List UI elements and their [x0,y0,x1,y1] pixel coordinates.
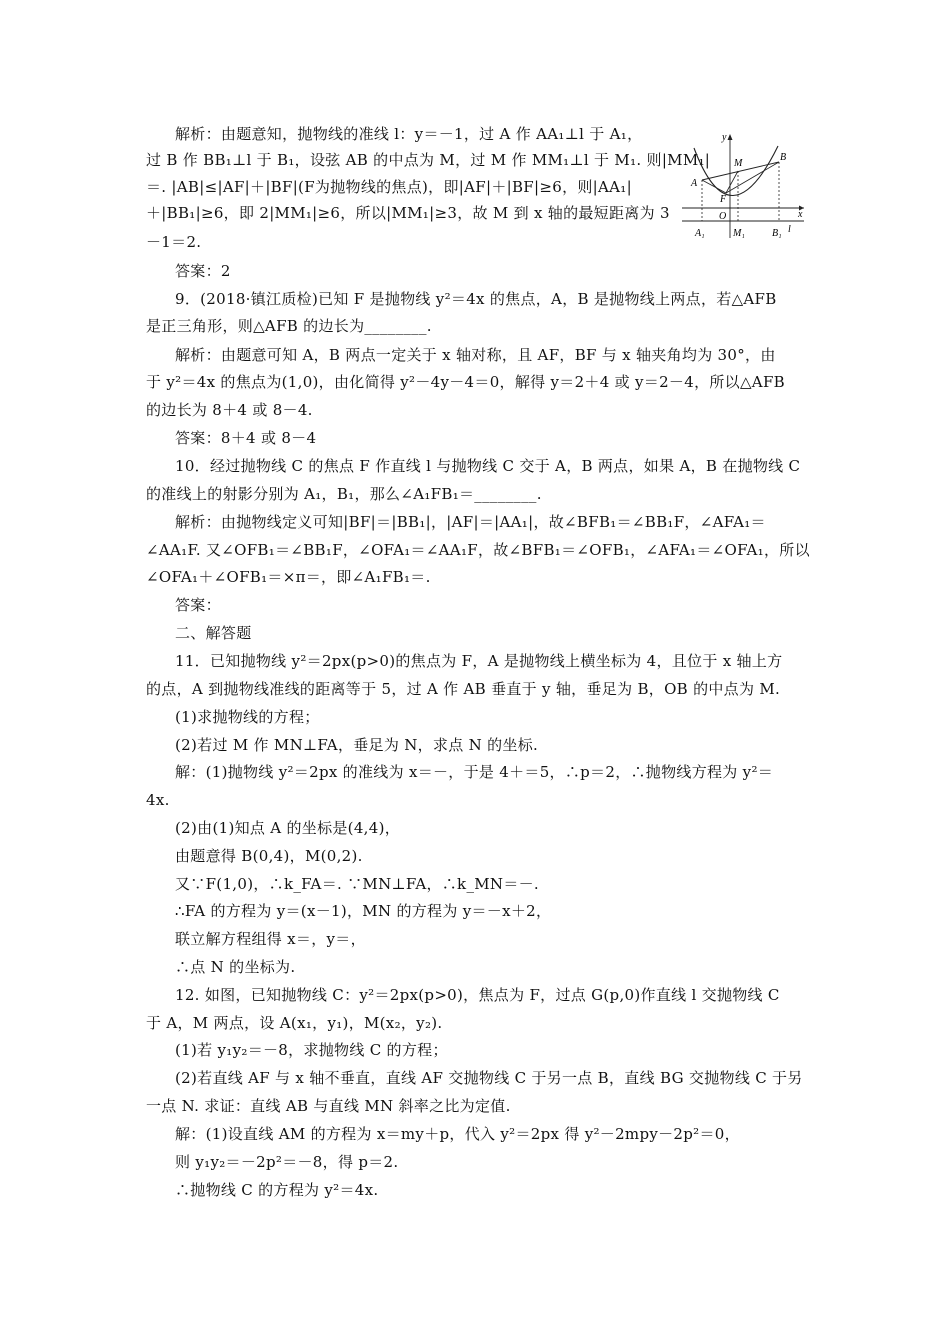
text-line: (2)若过 M 作 MN⊥FA，垂足为 N，求点 N 的坐标. [175,736,539,754]
text-line: 的点，A 到抛物线准线的距离等于 5，过 A 作 AB 垂直于 y 轴，垂足为 B，OB 的中点为 M. [146,680,781,698]
text-line: ∴抛物线 C 的方程为 y²＝4x. [175,1181,379,1199]
text-line: 解：(1)抛物线 y²＝2px 的准线为 x＝－，于是 4＋＝5，∴p＝2，∴抛物线方程为 y²＝ [175,763,774,781]
text-line: ∠OFA₁＋∠OFB₁＝×π＝，即∠A₁FB₁＝. [146,568,431,586]
text-line: 解析：由题意知，抛物线的准线 l：y＝－1，过 A 作 AA₁⊥l 于 A₁， [175,125,643,143]
label-m: M [734,158,743,169]
text-line: 4x. [146,791,170,809]
text-line: －1＝2. [146,233,202,251]
label-b: B [780,152,787,163]
label-b1: B₁ [772,228,782,239]
parabola-curve [694,146,778,196]
label-l: l [788,224,791,235]
label-f: F [720,194,727,205]
label-x: x [798,209,803,220]
text-line: 解析：由题意可知 A，B 两点一定关于 x 轴对称，且 AF，BF 与 x 轴夹角均为 30°，由 [175,346,776,364]
answer-line: 答案：8＋4 或 8－4 [175,429,317,447]
text-line: 解：(1)设直线 AM 的方程为 x＝my＋p，代入 y²＝2px 得 y²－2mpy－2p²＝0， [175,1125,740,1143]
text-line: ＝. |AB|≤|AF|＋|BF|(F为抛物线的焦点)，即|AF|＋|BF|≥6，则|AA₁| [146,178,632,196]
text-line: (1)若 y₁y₂＝－8，求抛物线 C 的方程； [175,1041,448,1059]
label-a: A [691,178,698,189]
text-line: (2)由(1)知点 A 的坐标是(4,4)， [175,819,401,837]
label-a1: A₁ [695,228,705,239]
text-line: 是正三角形，则△AFB 的边长为________. [146,317,432,335]
text-line: 联立解方程组得 x＝，y＝， [175,930,366,948]
text-line: ＋|BB₁|≥6，即 2|MM₁|≥6，所以|MM₁|≥3，故 M 到 x 轴的最短距离为 3 [146,204,670,222]
text-line: 则 y₁y₂＝－2p²＝－8，得 p＝2. [175,1153,399,1171]
text-line: (1)求抛物线的方程； [175,708,320,726]
text-line: 的边长为 8＋4 或 8－4. [146,401,313,419]
text-line: ∠AA₁F. 又∠OFB₁＝∠BB₁F，∠OFA₁＝∠AA₁F，故∠BFB₁＝∠OFB₁，∠AFA₁＝∠OFA₁，所以 [146,541,810,559]
parabola-diagram [678,126,808,244]
text-line: 于 y²＝4x 的焦点为(1,0)，由化简得 y²－4y－4＝0，解得 y＝2＋4 或 y＝2－4，所以△AFB [146,373,785,391]
text-line: ∴FA 的方程为 y＝(x－1)，MN 的方程为 y＝－x＋2， [175,902,552,920]
text-line: 过 B 作 BB₁⊥l 于 B₁，设弦 AB 的中点为 M，过 M 作 MM₁⊥l 于 M₁. 则|MM₁| [146,151,711,169]
label-m1: M₁ [733,228,745,239]
text-line: 由题意得 B(0,4)，M(0,2). [175,847,363,865]
answer-line: 答案：2 [175,262,231,280]
answer-line: 答案： [175,596,221,614]
text-line: 又∵F(1,0)，∴k_FA＝. ∵MN⊥FA，∴k_MN＝－. [175,875,539,893]
question-9: 9．(2018·镇江质检)已知 F 是抛物线 y²＝4x 的焦点，A，B 是抛物线上两点，若△AFB [175,290,777,308]
question-11: 11．已知抛物线 y²＝2px(p>0)的焦点为 F，A 是抛物线上横坐标为 4，且位于 x 轴上方 [175,652,783,670]
text-line: ∴点 N 的坐标为. [175,958,296,976]
label-y: y [722,132,727,143]
parabola-figure [678,126,808,244]
label-o: O [719,211,727,222]
text-line: 解析：由抛物线定义可知|BF|＝|BB₁|，|AF|＝|AA₁|，故∠BFB₁＝∠BB₁F，∠AFA₁＝ [175,513,766,531]
y-axis-arrow [728,134,733,140]
section-heading: 二、解答题 [175,624,252,642]
question-12: 12. 如图，已知抛物线 C：y²＝2px(p>0)，焦点为 F，过点 G(p,0)作直线 l 交抛物线 C [175,986,780,1004]
text-line: 的准线上的射影分别为 A₁，B₁，那么∠A₁FB₁＝________. [146,485,542,503]
question-10: 10．经过抛物线 C 的焦点 F 作直线 l 与抛物线 C 交于 A，B 两点，如果 A，B 在抛物线 C [175,457,801,475]
segment-af [702,180,726,193]
text-line: 一点 N. 求证：直线 AB 与直线 MN 斜率之比为定值. [146,1097,511,1115]
text-line: 于 A，M 两点，设 A(x₁，y₁)，M(x₂，y₂). [146,1014,443,1032]
text-line: (2)若直线 AF 与 x 轴不垂直，直线 AF 交抛物线 C 于另一点 B，直线 BG 交抛物线 C 于另 [175,1069,803,1087]
